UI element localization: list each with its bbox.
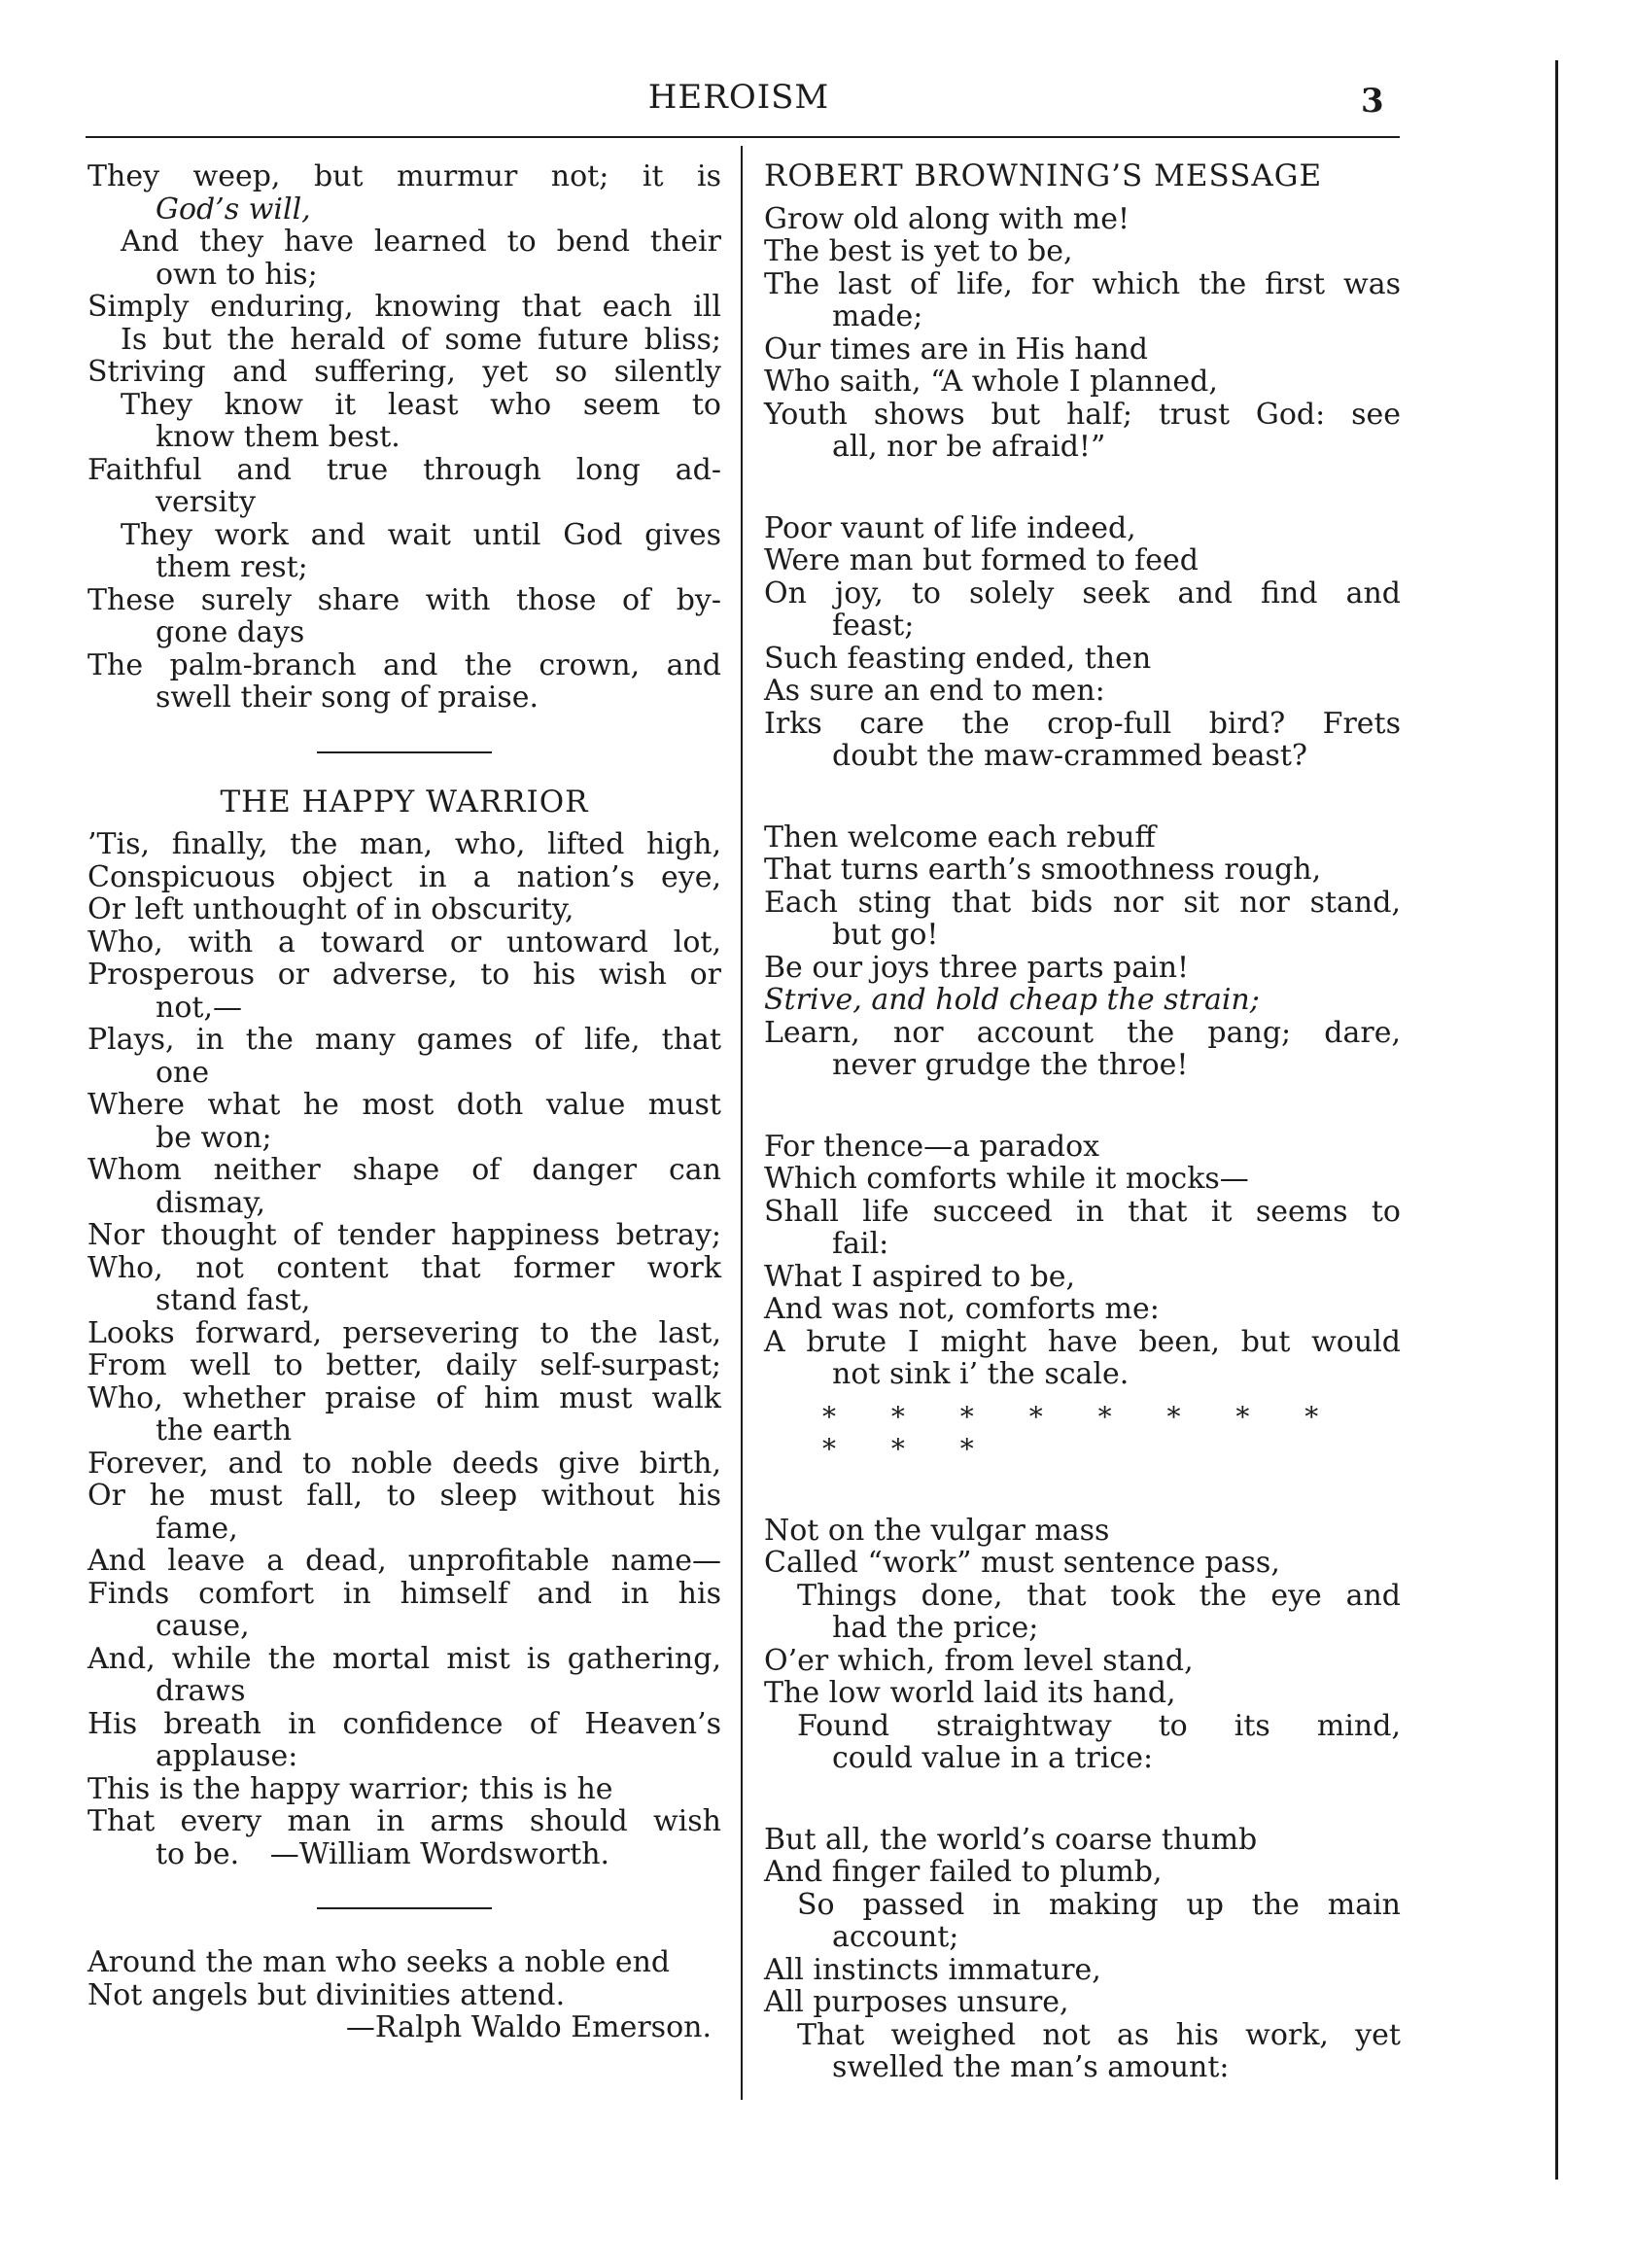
poem-line: The last of life, for which the first was [764, 266, 1401, 301]
poem-line: never grudge the throe! [832, 1048, 1189, 1082]
right-column [764, 160, 1401, 2084]
poem-line: And was not, comforts me: [764, 1292, 1160, 1326]
poem-line: doubt the maw-crammed beast? [832, 739, 1307, 773]
poem-line: Whom neither shape of danger can [87, 1153, 721, 1187]
poem-line: That turns earth’s smoothness rough, [764, 853, 1322, 887]
poem-line: dismay, [156, 1185, 266, 1220]
poem-line: That every man in arms should wish [87, 1804, 721, 1838]
poem-line: These surely share with those of by- [87, 582, 721, 617]
poem-line: Poor vaunt of life indeed, [764, 510, 1136, 545]
poem-line: Conspicuous object in a nation’s eye, [87, 859, 721, 894]
stanza [764, 821, 1401, 1082]
poem-line: Things done, that took the eye and [797, 1578, 1401, 1613]
poem-line: And finger failed to plumb, [764, 1855, 1163, 1889]
poem-line: Learn, nor account the pang; dare, [764, 1015, 1401, 1050]
poem-line: Forever, and to noble deeds give birth, [87, 1446, 721, 1481]
poem-line: They weep, but murmur not; it is [87, 159, 721, 193]
poem-line: not,— [156, 990, 242, 1025]
poem-line: The palm-branch and the crown, and [87, 647, 721, 682]
column-divider [741, 146, 743, 2100]
poem-line: versity [156, 485, 257, 519]
poem-line: not sink i’ the scale. [832, 1357, 1130, 1391]
poem-line: On joy, to solely seek and find and [764, 576, 1401, 611]
poem-line: could value in a trice: [832, 1741, 1154, 1775]
poem-final-words: to be. [156, 1836, 240, 1871]
poem-line: O’er which, from level stand, [764, 1643, 1194, 1678]
poem-line: Youth shows but half; trust God: see [764, 397, 1401, 432]
poem-silent-sufferers [87, 160, 721, 715]
poem-line: had the price; [832, 1611, 1039, 1645]
poem-line: The low world laid its hand, [764, 1676, 1176, 1710]
poem-line: Faithful and true through long ad- [87, 452, 721, 487]
poem-line: ’Tis, finally, the man, who, lifted high, [87, 827, 721, 861]
poem-line: They work and wait until God gives [121, 517, 721, 552]
poem-line: Who, with a toward or untoward lot, [87, 925, 721, 960]
right-edge-rule [1555, 60, 1558, 2180]
poem-line: fail: [832, 1227, 889, 1261]
stanza [764, 1131, 1401, 1391]
poem-line: Irks care the crop-full bird? Frets [764, 706, 1401, 741]
poem-line: This is the happy warrior; this is he [87, 1771, 613, 1806]
poem-line: swell their song of praise. [156, 680, 539, 715]
poem-line: Striving and suffering, yet so silently [87, 355, 721, 389]
poem-line: Shall life succeed in that it seems to [764, 1194, 1401, 1229]
poem-line: Found straightway to its mind, [797, 1708, 1401, 1743]
poem-line: account; [832, 1920, 959, 1954]
poem-line: Looks forward, persevering to the last, [87, 1315, 721, 1350]
poem-line: made; [832, 299, 923, 333]
poem-line: Or he must fall, to sleep without his [87, 1479, 721, 1513]
poem-line: Who saith, “A whole I planned, [764, 365, 1218, 399]
poem-line: God’s will, [156, 192, 311, 227]
poem-line: Strive, and hold cheap the strain; [764, 983, 1260, 1017]
poem-line: Each sting that bids nor sit nor stand, [764, 885, 1401, 920]
poem-line: Is but the herald of some future bliss; [121, 322, 721, 357]
poem-line: The best is yet to be, [764, 234, 1073, 268]
poem-line: Who, not content that former work [87, 1250, 721, 1285]
poem-line: swelled the man’s amount: [832, 2050, 1230, 2084]
stanza [764, 203, 1401, 464]
poem-line: And leave a dead, unprofitable name— [87, 1544, 721, 1578]
poem-line: stand fast, [156, 1283, 311, 1317]
poem-line: All purposes unsure, [764, 1985, 1069, 2019]
poem-line: Finds comfort in himself and in his [87, 1576, 721, 1611]
poem-line: And they have learned to bend their [121, 225, 721, 259]
poem-line: Nor thought of tender happiness betray; [87, 1218, 721, 1252]
poem-line: All instincts immature, [764, 1952, 1101, 1987]
poem-line: What I aspired to be, [764, 1259, 1076, 1294]
poem-title-browning: ROBERT BROWNING’S MESSAGE [764, 158, 1323, 193]
poem-line: Plays, in the many games of life, that [87, 1023, 721, 1057]
poem-line: all, nor be afraid!” [832, 430, 1106, 464]
poem-line: one [156, 1055, 210, 1090]
poem-line-final [87, 1838, 721, 1871]
stanza [764, 1515, 1401, 1775]
poem-line: but go! [832, 918, 939, 952]
poem-line: They know it least who seem to [121, 387, 721, 422]
poem-line: Where what he most doth value must [87, 1088, 721, 1122]
poem-line: Or left unthought of in obscurity, [87, 892, 574, 926]
poem-author-wordsworth: —William Wordsworth. [269, 1836, 610, 1871]
poem-line: cause, [156, 1609, 250, 1643]
poem-line: applause: [156, 1739, 298, 1773]
poem-line: And, while the mortal mist is gathering, [87, 1641, 721, 1676]
asterisk-separator: * * * * * * * * * * * [822, 1400, 1342, 1465]
poem-line: fame, [156, 1511, 238, 1546]
poem-line: Such feasting ended, then [764, 641, 1152, 676]
stanza [764, 512, 1401, 773]
quote-author-emerson: —Ralph Waldo Emerson. [345, 2010, 712, 2044]
poem-line: Not on the vulgar mass [764, 1513, 1110, 1548]
poem-line: So passed in making up the main [797, 1887, 1401, 1922]
poem-line: From well to better, daily self-surpast; [87, 1348, 721, 1382]
header-rule [86, 136, 1400, 138]
poem-line: them rest; [156, 550, 308, 584]
poem-line: Prosperous or adverse, to his wish or [87, 958, 721, 992]
poem-line: A brute I might have been, but would [764, 1324, 1401, 1359]
quote-line: Around the man who seeks a noble end [87, 1945, 671, 1979]
poem-line: As sure an end to men: [764, 674, 1105, 708]
poem-line: draws [156, 1674, 246, 1708]
page-header-title: HEROISM [647, 78, 830, 117]
poem-title-happy-warrior: THE HAPPY WARRIOR [220, 784, 589, 820]
poem-line: Which comforts while it mocks— [764, 1162, 1249, 1196]
page-number: 3 [1361, 82, 1384, 121]
poem-line: But all, the world’s coarse thumb [764, 1822, 1258, 1857]
quote-line: Not angels but divinities attend. [87, 1977, 566, 2012]
poem-line: Simply enduring, knowing that each ill [87, 290, 721, 324]
poem-happy-warrior [87, 828, 721, 1870]
poem-line: His breath in confidence of Heaven’s [87, 1706, 721, 1741]
poem-line: feast; [832, 609, 915, 643]
poem-line: Called “work” must sentence pass, [764, 1546, 1280, 1580]
poem-line: Then welcome each rebuff [764, 820, 1156, 855]
poem-line: Were man but formed to feed [764, 543, 1199, 577]
poem-line: gone days [156, 615, 305, 649]
poem-line: be won; [156, 1120, 272, 1155]
poem-line: Grow old along with me! [764, 201, 1130, 236]
poem-line: Who, whether praise of him must walk [87, 1380, 721, 1415]
poem-line: own to his; [156, 257, 318, 292]
poem-line: Our times are in His hand [764, 331, 1148, 366]
poem-line: For thence—a paradox [764, 1129, 1100, 1164]
poem-line: the earth [156, 1413, 293, 1448]
poem-line: Be our joys three parts pain! [764, 950, 1190, 985]
poem-line: That weighed not as his work, yet [797, 2017, 1401, 2052]
poem-line: know them best. [156, 420, 400, 454]
emerson-quote [87, 1946, 721, 2044]
stanza [764, 1824, 1401, 2084]
left-column [87, 160, 721, 2044]
